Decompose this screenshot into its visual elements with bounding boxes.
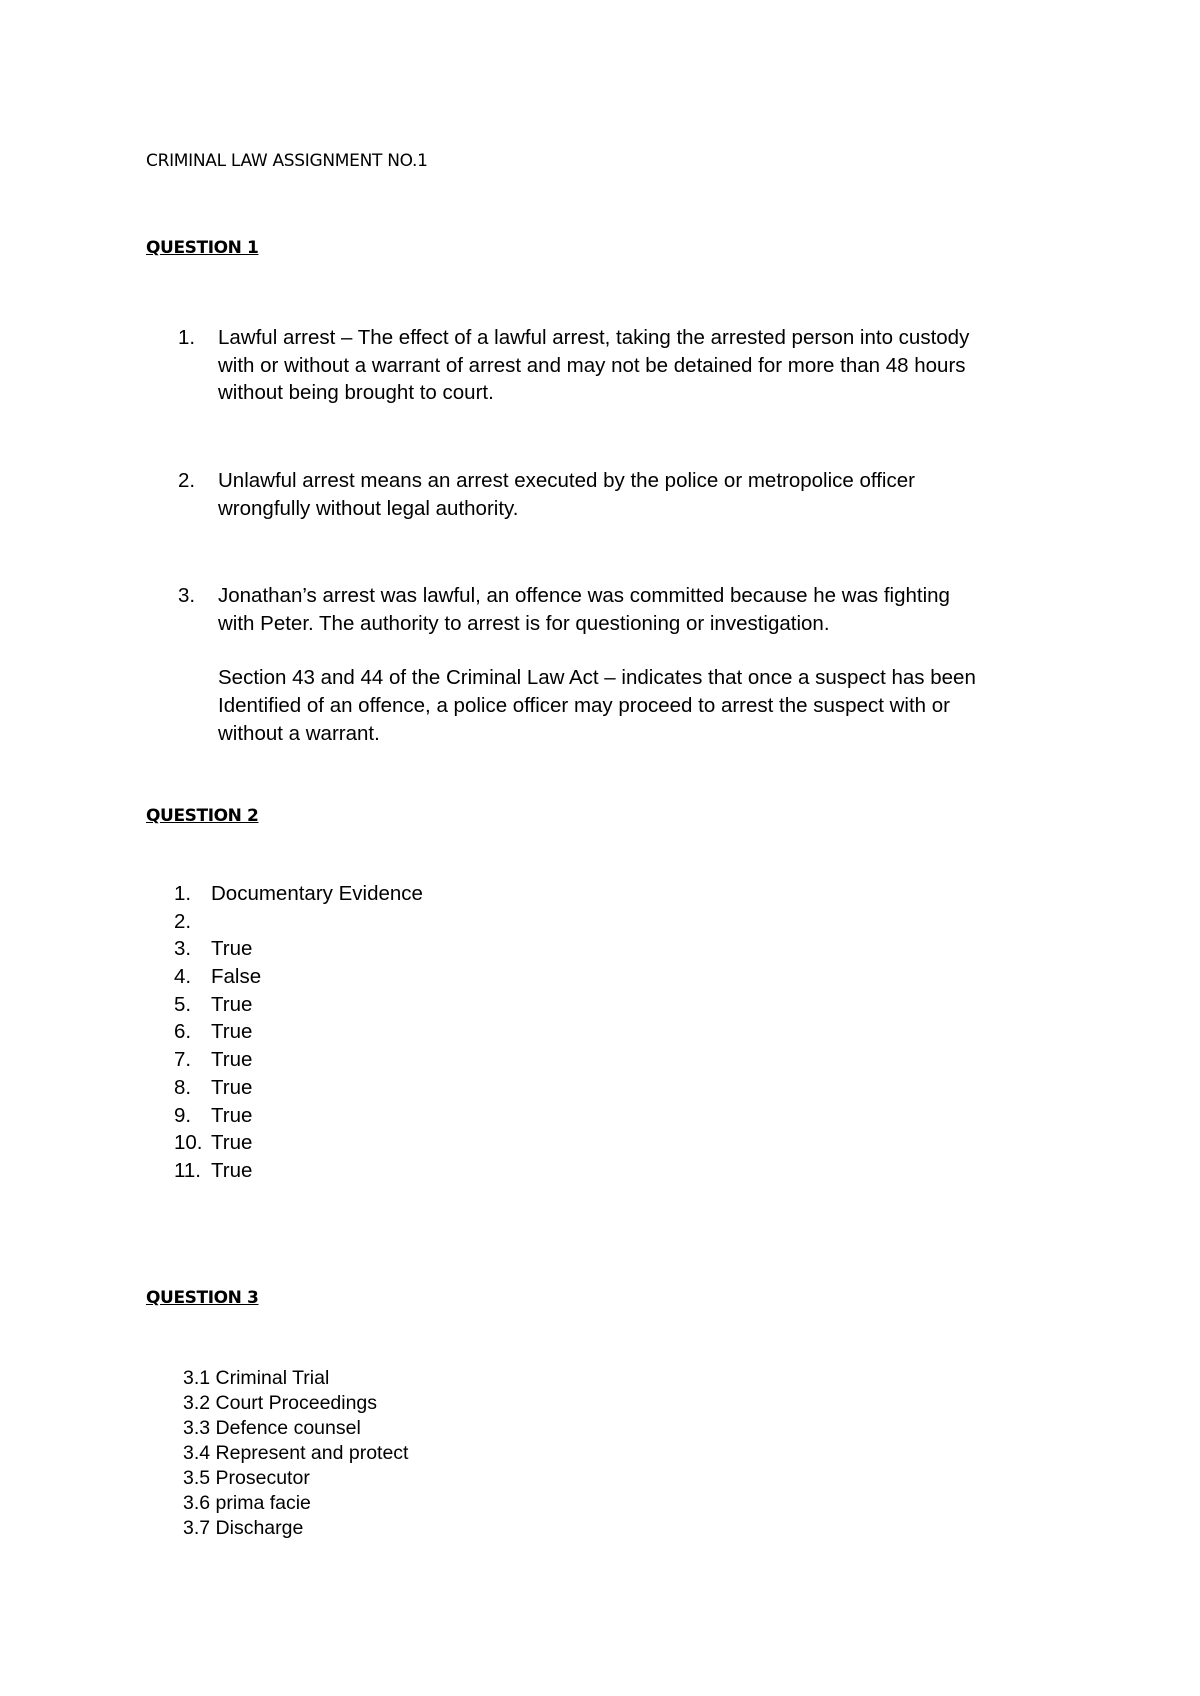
list-item: 3.5 Prosecutor [183,1467,310,1489]
question-1-item-2 [178,467,1078,522]
text-line: without a warrant. [218,721,380,745]
item-number: 3. [174,937,192,961]
item-answer: True [211,1020,253,1044]
item-number: 5. [174,992,192,1016]
item-text [218,324,1078,407]
item-number: 8. [174,1075,192,1099]
item-answer: True [211,992,253,1016]
item-answer: True [211,1158,253,1182]
item-number: 10. [174,1131,203,1155]
list-item: 3.2 Court Proceedings [183,1392,378,1414]
item-text [218,467,1078,522]
text-line: without being brought to court. [218,381,494,405]
item-answer: False [211,965,262,989]
text-line: with Peter. The authority to arrest is for questioning or investigation. [218,611,830,635]
question-1-item-3 [178,582,1078,748]
item-number: 3. [178,584,196,607]
item-number: 9. [174,1103,192,1127]
question-3-answer-list [183,1366,408,1541]
item-answer: True [211,1131,253,1155]
item-answer: True [211,1103,253,1127]
text-line: with or without a warrant of arrest and may not be detained for more than 48 hours [218,353,966,377]
question-1-heading: QUESTION 1 [146,238,259,258]
text-line: Jonathan’s arrest was lawful, an offence was committed because he was fighting [218,584,950,607]
list-item: 3.7 Discharge [183,1517,304,1539]
item-number: 2. [174,909,192,933]
item-number: 1. [178,326,196,349]
text-line: wrongfully without legal authority. [218,496,519,520]
question-2-heading: QUESTION 2 [146,806,259,826]
question-3-heading: QUESTION 3 [146,1288,259,1308]
list-item: 3.3 Defence counsel [183,1417,361,1439]
list-item: 3.1 Criminal Trial [183,1367,330,1389]
item-number: 6. [174,1020,192,1044]
list-item: 3.6 prima facie [183,1492,311,1514]
text-line: Lawful arrest – The effect of a lawful arrest, taking the arrested person into custody [218,326,970,349]
document-title: CRIMINAL LAW ASSIGNMENT NO.1 [146,151,428,171]
item-text [218,582,1078,637]
item-number: 1. [174,882,192,905]
item-paragraph-2 [218,664,1078,747]
text-line: Section 43 and 44 of the Criminal Law Act – indicates that once a suspect has been [218,666,976,690]
list-item: 3.4 Represent and protect [183,1442,409,1464]
item-answer: True [211,1048,253,1072]
item-answer: True [211,1075,253,1099]
item-answer: Documentary Evidence [211,882,423,905]
text-line: Unlawful arrest means an arrest executed by the police or metropolice officer [218,469,915,492]
text-line: Identified of an offence, a police officer may proceed to arrest the suspect with or [218,694,950,718]
item-number: 7. [174,1048,192,1072]
item-number: 2. [178,469,196,492]
item-number: 4. [174,965,192,989]
item-answer: True [211,937,253,961]
question-1-item-1 [178,324,1078,407]
item-number: 11. [174,1158,201,1182]
